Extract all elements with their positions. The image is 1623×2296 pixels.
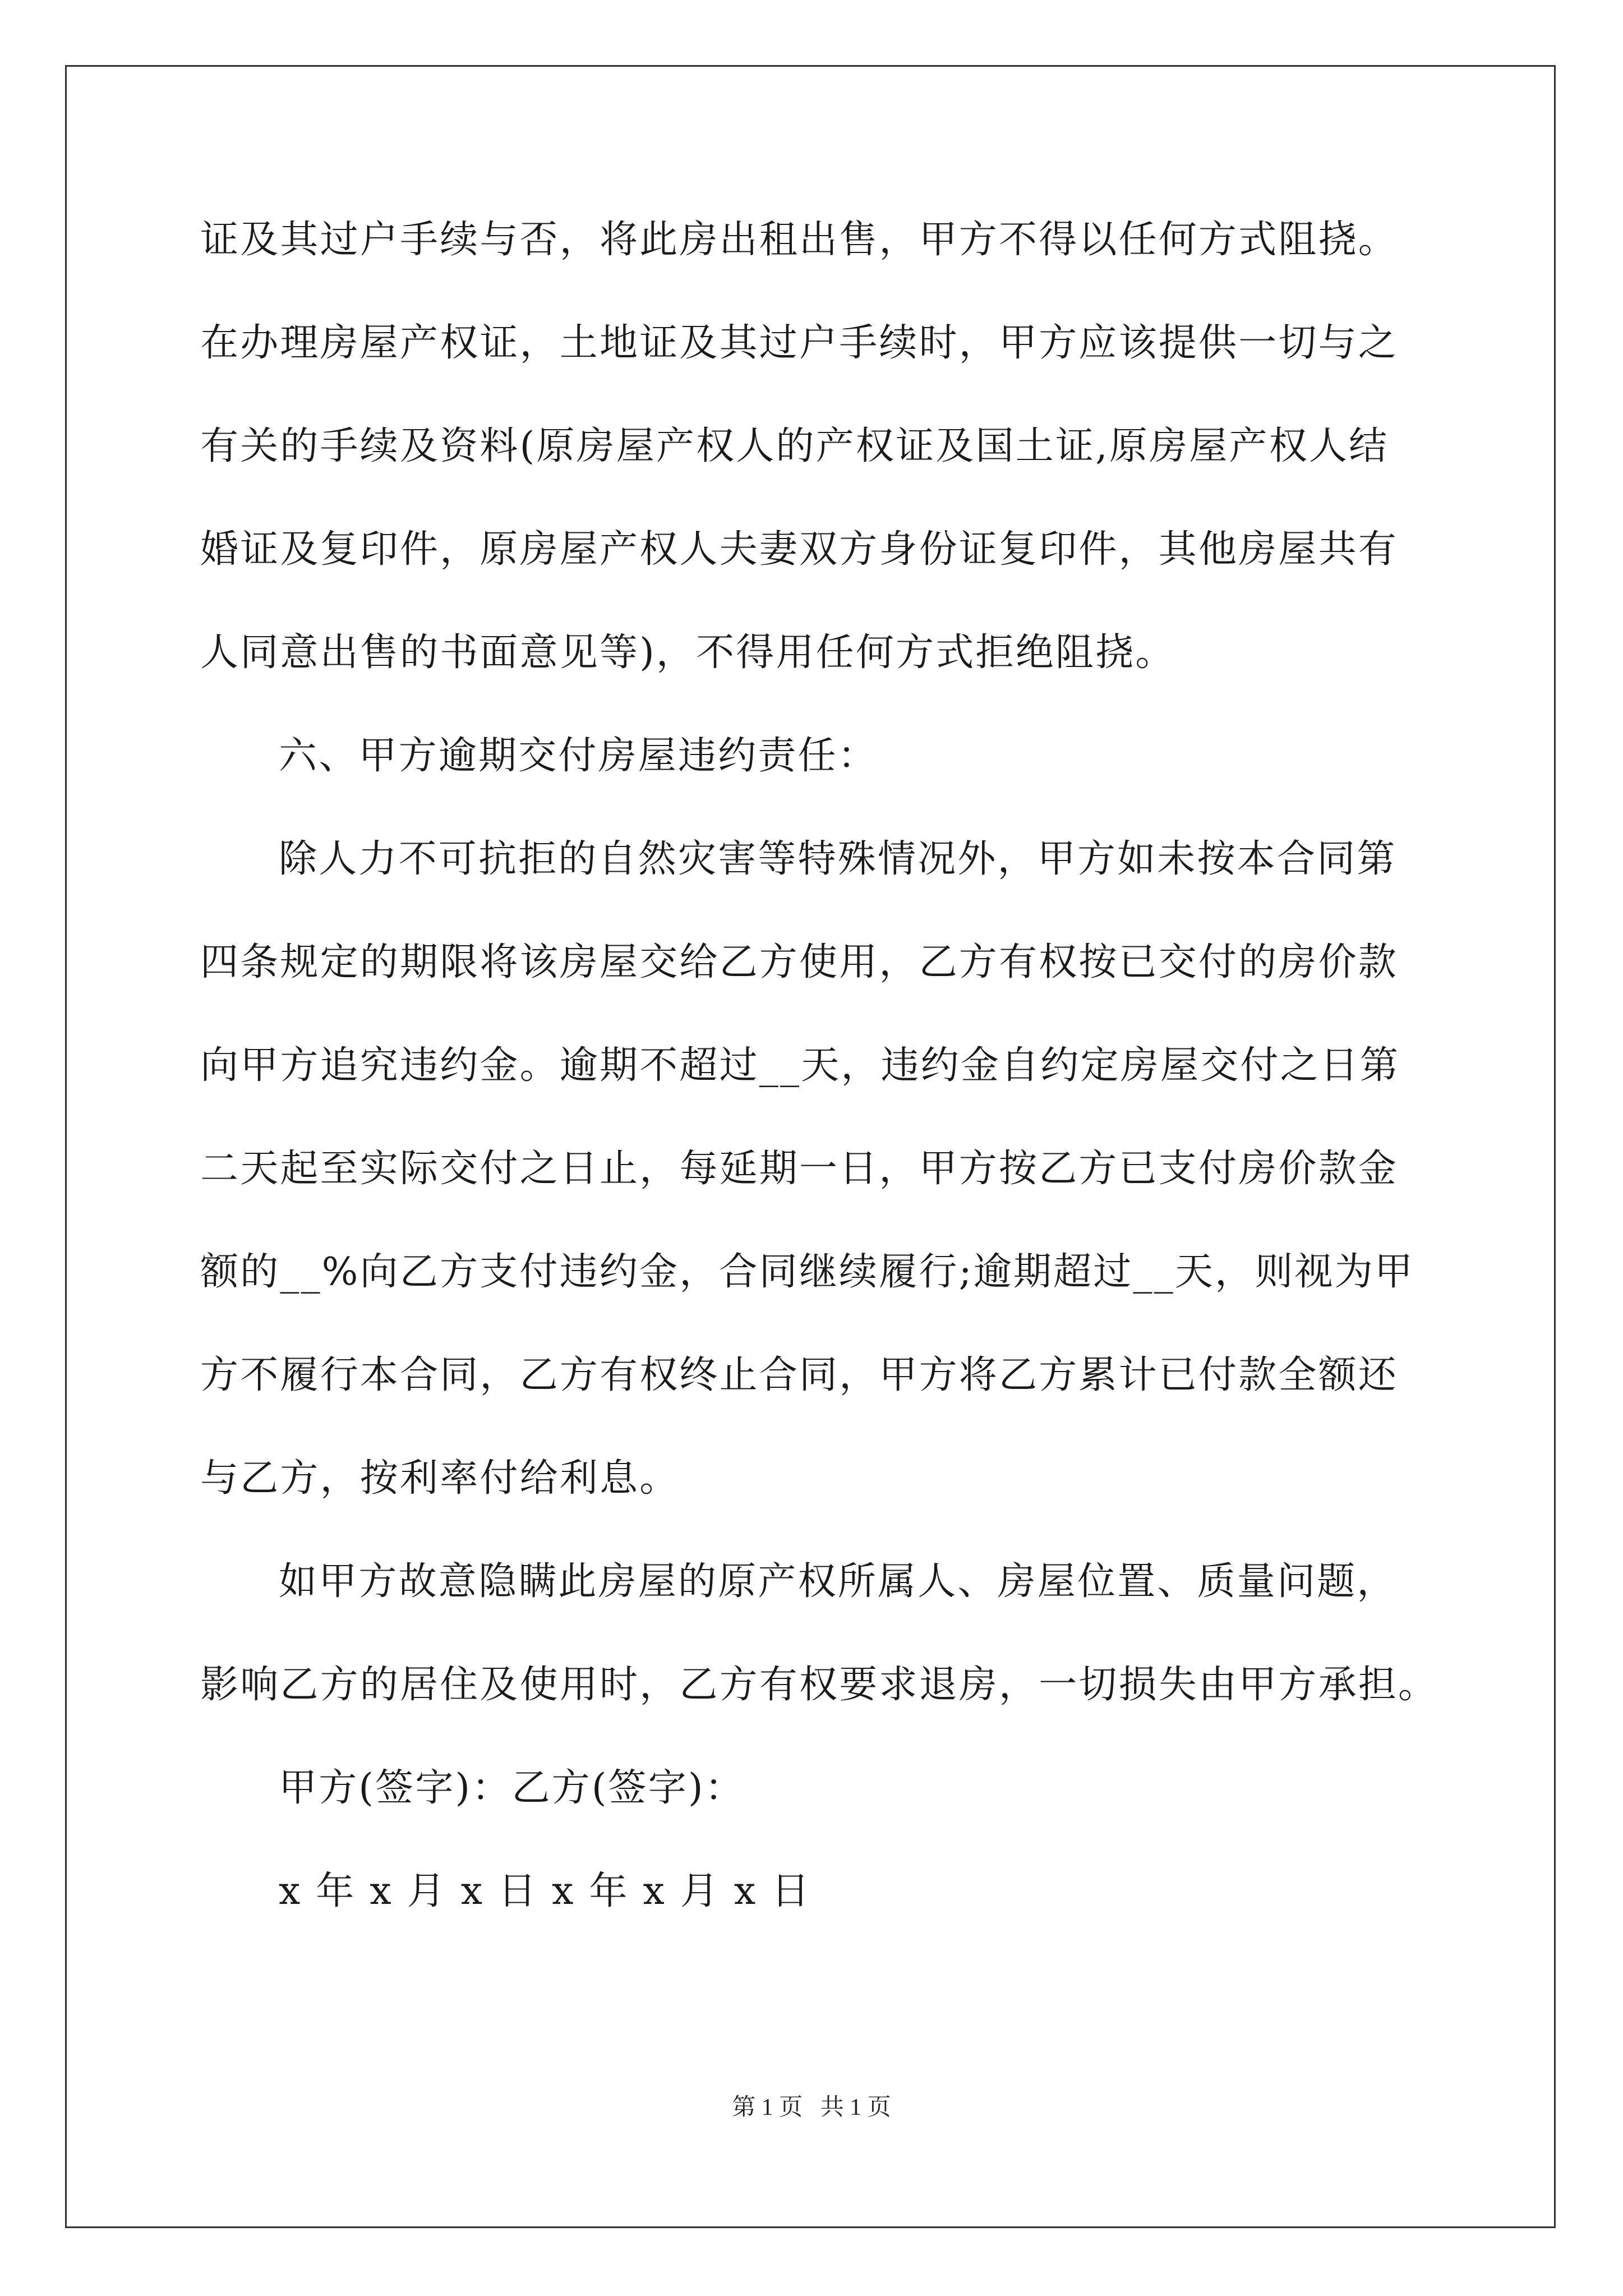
paragraph-line: 影响乙方的居住及使用时，乙方有权要求退房，一切损失由甲方承担。 <box>200 1663 1438 1707</box>
paragraph-line: 如甲方故意隐瞒此房屋的原产权所属人、房屋位置、质量问题， <box>279 1559 1397 1604</box>
page-number-footer: 第 1 页 共 1 页 <box>732 2095 891 2120</box>
paragraph-line: 方不履行本合同，乙方有权终止合同，甲方将乙方累计已付款全额还 <box>200 1353 1399 1397</box>
paragraph-line: 向甲方追究违约金。逾期不超过__天，违约金自约定房屋交付之日第 <box>200 1043 1400 1088</box>
paragraph-line: 在办理房屋产权证，土地证及其过户手续时，甲方应该提供一切与之 <box>200 321 1399 365</box>
paragraph-line: 证及其过户手续与否，将此房出租出售，甲方不得以任何方式阻挠。 <box>200 218 1399 262</box>
paragraph-line: 婚证及复印件，原房屋产权人夫妻双方身份证复印件，其他房屋共有 <box>200 527 1399 572</box>
paragraph-line: 二天起至实际交付之日止，每延期一日，甲方按乙方已支付房价款金 <box>200 1147 1399 1191</box>
paragraph-line: 有关的手续及资料(原房屋产权人的产权证及国土证,原房屋产权人结 <box>200 424 1389 468</box>
paragraph-line: 人同意出售的书面意见等)，不得用任何方式拒绝阻挠。 <box>200 631 1175 675</box>
signature-line: 甲方(签字)：乙方(签字)： <box>279 1766 745 1810</box>
paragraph-line: 与乙方，按利率付给利息。 <box>200 1456 680 1501</box>
date-line: x 年 x 月 x 日 x 年 x 月 x 日 <box>279 1869 811 1913</box>
paragraph-line: 除人力不可抗拒的自然灾害等特殊情况外，甲方如未按本合同第 <box>279 837 1397 881</box>
section-heading: 六、甲方逾期交付房屋违约责任： <box>279 734 878 778</box>
paragraph-line: 额的__%向乙方支付违约金，合同继续履行;逾期超过__天，则视为甲 <box>200 1250 1415 1294</box>
paragraph-line: 四条规定的期限将该房屋交给乙方使用，乙方有权按已交付的房价款 <box>200 940 1399 984</box>
